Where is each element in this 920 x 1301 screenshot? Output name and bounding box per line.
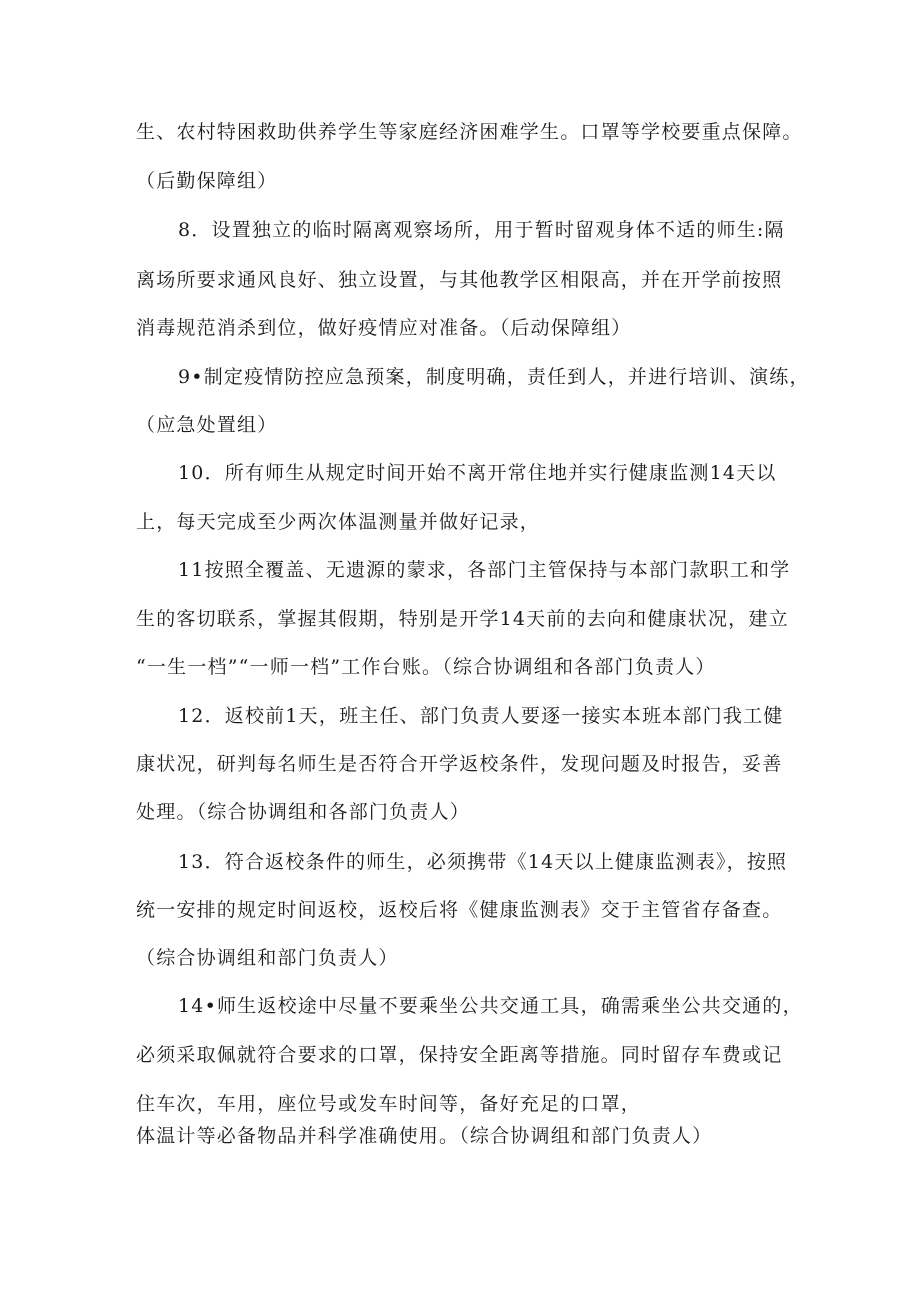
text-line: 处理。（综合协调组和各部门负责人）	[136, 801, 470, 823]
paragraph-10-start: 10．所有师生从规定时间开始不离开常住地并实行健康监测14天以	[178, 462, 777, 484]
text-line: 住车次，车用，座位号或发车时间等，备好充足的口罩，	[136, 1093, 642, 1115]
text-line: （综合协调组和部门负责人）	[136, 947, 399, 969]
paragraph-9-start: 9•制定疫情防控应急预案，制度明确，责任到人，并进行培训、演练，	[178, 366, 810, 388]
text-line: 必须采取佩就符合要求的口罩，保持安全距离等措施。同时留存车费或记	[136, 1044, 783, 1066]
paragraph-11-start: 11按照全覆盖、无遗源的蒙求，各部门主管保持与本部门款职工和学	[178, 559, 791, 581]
text-line: （应急处置组）	[136, 414, 278, 436]
text-line: 体温计等必备物品并科学准确使用。（综合协调组和部门负责人）	[136, 1125, 713, 1147]
paragraph-14-start: 14•师生返校途中尽量不要乘坐公共交通工具，确需乘坐公共交通的，	[178, 995, 803, 1017]
text-line: （后勤保障组）	[136, 170, 278, 192]
text-line: 生的客切联系，掌握其假期，特别是开学14天前的去向和健康状况，建立	[136, 608, 789, 630]
text-line: 生、农村特困救助供养学生等家庭经济困难学生。口罩等学校要重点保障。	[136, 121, 803, 143]
text-line: 统一安排的规定时间返校，返校后将《健康监测表》交于主管省存备查。	[136, 899, 783, 921]
text-line: 康状况，研判每名师生是否符合开学返校条件，发现问题及时报告，妥善	[136, 753, 783, 775]
text-line: 消毒规范消杀到位，做好疫情应对准备。（后动保障组）	[136, 317, 632, 339]
paragraph-13-start: 13．符合返校条件的师生，必须携带《14天以上健康监测表》，按照	[178, 851, 788, 873]
text-line: “一生一档”“一师一档”工作台账。（综合协调组和各部门负责人）	[136, 656, 716, 678]
paragraph-8-start: 8．设置独立的临时隔离观察场所，用于暂时留观身体不适的师生:隔	[178, 219, 785, 241]
text-line: 离场所要求通风良好、独立设置，与其他教学区相限高，并在开学前按照	[136, 269, 783, 291]
paragraph-12-start: 12．返校前1天，班主任、部门负责人要逐一接实本班本部门我工健	[178, 705, 784, 727]
text-line: 上，每天完成至少两次体温测量并做好记录，	[136, 511, 541, 533]
